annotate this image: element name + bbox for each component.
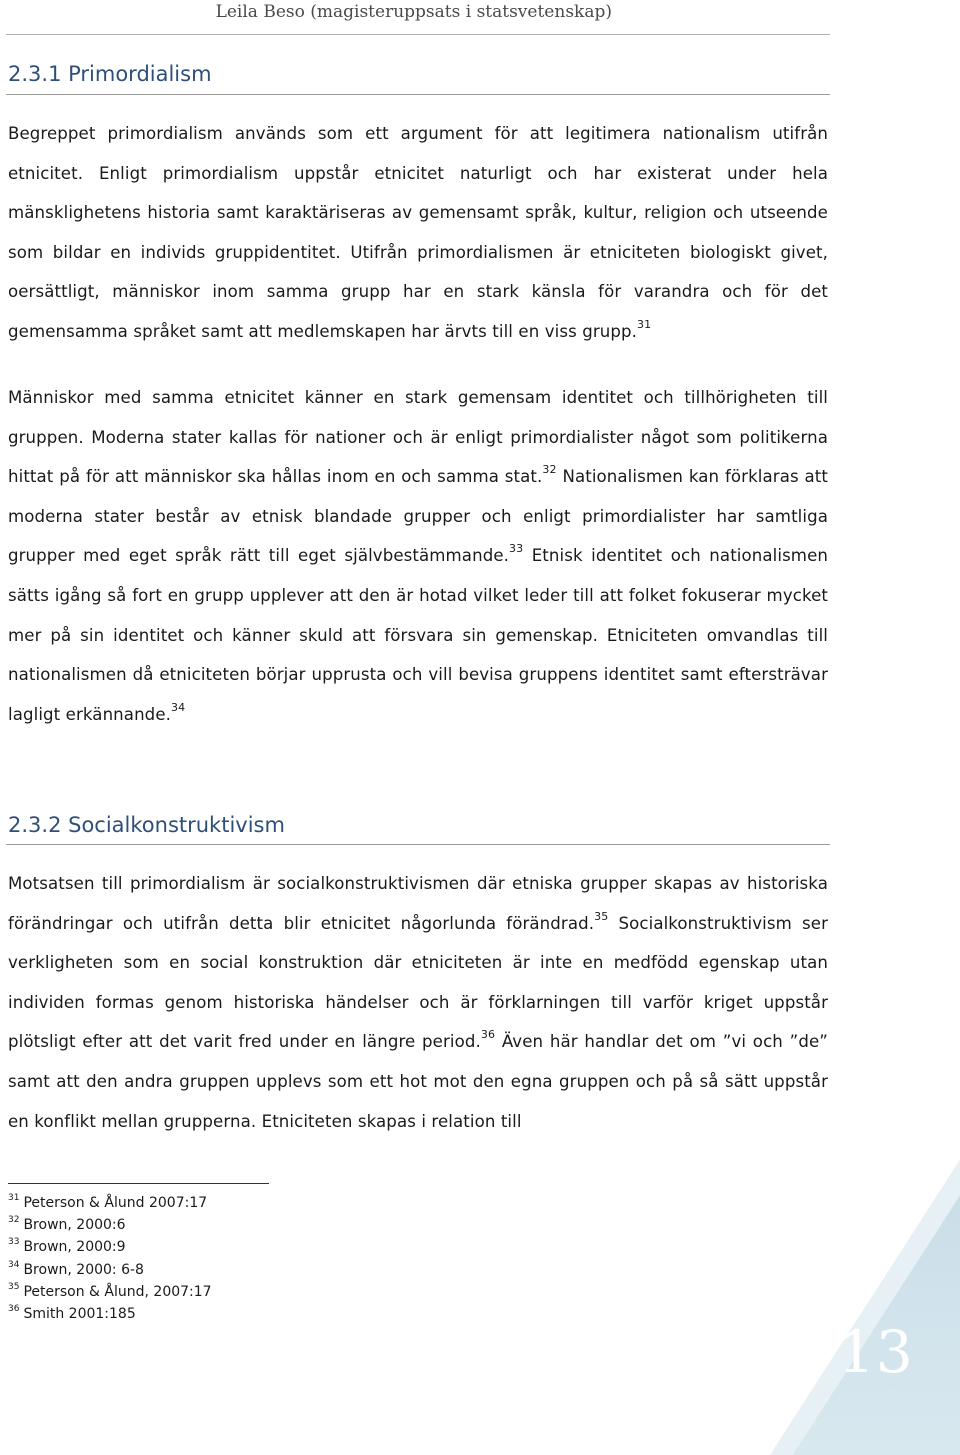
footnote-reference: 34 [171,700,186,714]
footnote-item [8,1236,212,1258]
footnote-text: Brown, 2000:6 [23,1217,126,1234]
footnote-reference: 31 [637,317,652,331]
footnote-text: Brown, 2000: 6-8 [23,1261,144,1278]
footnote-text: Smith 2001:185 [23,1306,136,1323]
footnote-text: Brown, 2000:9 [23,1239,126,1256]
footnote-item [8,1214,212,1236]
footnote-text: Peterson & Ålund, 2007:17 [23,1283,212,1300]
footnote-separator [8,1183,269,1184]
footnote-number: 35 [8,1281,20,1292]
paragraph-text: Begreppet primordialism används som ett argument för att legitimera nationalism utifrån etnicitet. Enligt primordialism uppstår etnicitet naturligt och har existerat under hela mänsklighetens historia samt karaktäriseras av gemensamt språk, kultur, religion och utseende som bildar en individs gruppidentitet. Utifrån primordialismen är etniciteten biologiskt givet, oersättligt, människor inom samma grupp har en stark känsla för varandra och för det gemensamma språket samt att medlemskapen har ärvts till en viss grupp. [8,124,828,341]
footnote-text: Peterson & Ålund 2007:17 [23,1195,208,1211]
paragraph-text: Etnisk identitet och nationalismen sätts igång så fort en grupp upplever att den är hotad vilket leder till att folket fokuserar mycket mer på sin identitet och känner skuld att försvara sin gemenskap. Etniciteten omvandlas till nationalismen då etniciteten börjar upprusta och vill bevisa gruppens identitet samt eftersträvar lagligt erkännande. [8,546,829,724]
paragraph-primordialism-1 [8,114,828,352]
section-heading-divider [6,844,830,845]
paragraph-text: Människor med samma etnicitet känner en stark gemensam identitet och tillhörigheten till gruppen. Moderna stater kallas för nationer och är enligt primordialister något som politikerna hittat på för att människor ska hållas inom en och samma stat. [8,388,828,487]
footnote-number: 33 [8,1237,20,1248]
running-header: Leila Beso (magisteruppsats i statsvetenskap) [215,2,612,22]
paragraph-text: Även här handlar det om ”vi och ”de” samt att den andra gruppen upplevs som ett hot mot den egna gruppen och på så sätt uppstår en konflikt mellan grupperna. Etniciteten skapas i relation till [8,1032,828,1131]
footnote-number: 32 [8,1215,20,1226]
paragraph-text: Motsatsen till primordialism är socialkonstruktivismen där etniska grupper skapas av historiska förändringar och utifrån detta blir etnicitet någorlunda förändrad. [8,874,828,933]
footnote-item [8,1259,212,1281]
footnote-item [8,1192,212,1214]
section-heading-primordialism: 2.3.1 Primordialism [8,62,212,86]
header-divider [6,34,830,35]
footnote-reference: 32 [542,463,557,477]
footnote-item [8,1281,212,1303]
paragraph-socialkonstruktivism-1 [8,864,828,1141]
footnote-list [8,1192,212,1325]
paragraph-primordialism-2 [8,378,828,734]
footnote-reference: 35 [594,909,609,923]
footnote-reference: 36 [480,1028,496,1042]
page-number: 13 [838,1318,914,1386]
footnote-number: 31 [8,1193,20,1203]
section-heading-socialkonstruktivism: 2.3.2 Socialkonstruktivism [8,813,285,837]
section-heading-divider [6,94,830,95]
paragraph-text: Nationalismen kan förklaras att moderna stater består av etnisk blandade grupper och enligt primordialister har samtliga grupper med eget språk rätt till eget självbestämmande. [8,467,828,566]
footnote-number: 34 [8,1259,20,1270]
footnote-reference: 33 [509,542,524,556]
paragraph-text: Socialkonstruktivism ser verkligheten som en social konstruktion där etniciteten är inte en medfödd egenskap utan individen formas genom historiska händelser och är förklarningen till varför kriget uppstår plötsligt efter att det varit fred under en längre period. [8,913,828,1052]
footnote-item [8,1303,212,1325]
footnote-number: 36 [8,1304,20,1315]
